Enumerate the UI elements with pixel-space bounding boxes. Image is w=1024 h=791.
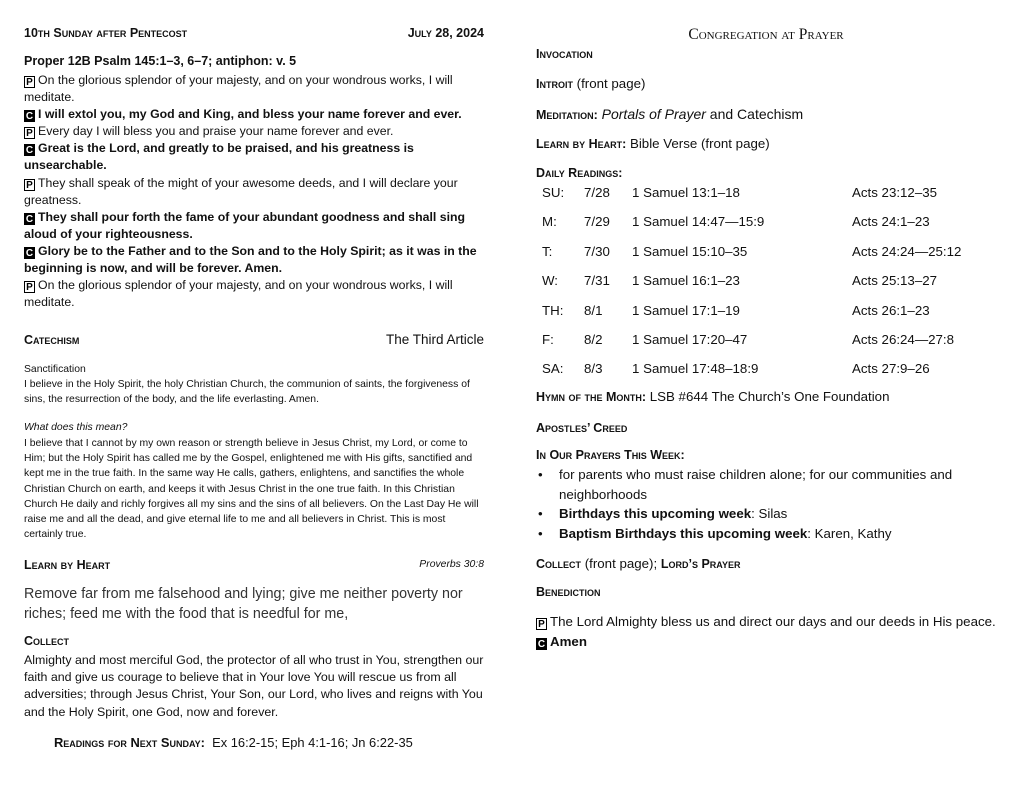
bulletin-header — [24, 26, 484, 44]
memory-verse: Remove far from me falsehood and lying; give me neither poverty nor riches; feed me with the food that is needful for me, — [24, 586, 463, 622]
catechism-heading: Catechism — [24, 333, 80, 347]
psalm-line: C Glory be to the Father and to the Son and to the Holy Spirit; as it was in the beginning is now, and will be forever. Amen. — [24, 243, 477, 276]
congregation-badge: C — [537, 638, 546, 650]
verse-reference: Proverbs 30:8 — [419, 559, 484, 570]
pastor-badge: P — [24, 179, 35, 191]
benediction — [536, 612, 996, 651]
psalm-line: C Great is the Lord, and greatly to be praised, and his greatness is unsearchable. — [24, 141, 414, 173]
congregation-badge: C — [25, 145, 34, 157]
meditation: Meditation: Portals of Prayer and Catechism — [536, 106, 804, 122]
pastor-badge: P — [24, 281, 35, 293]
next-sunday-readings: Readings for Next Sunday: Ex 16:2-15; Eph 4:1-16; Jn 6:22-35 — [54, 735, 413, 750]
meaning-heading: What does this mean? — [24, 422, 128, 433]
sanctification-heading: Sanctification — [24, 364, 86, 375]
invocation: Invocation — [536, 47, 593, 61]
daily-readings-heading: Daily Readings: — [536, 166, 623, 180]
next-sunday-list: Ex 16:2-15; Eph 4:1-16; Jn 6:22-35 — [212, 735, 413, 750]
table-row: W: 7/31 1 Samuel 16:1–23 Acts 25:13–27 — [542, 273, 938, 289]
psalm-responsive — [24, 72, 492, 311]
apostles-creed: Apostles’ Creed — [536, 421, 628, 435]
list-item: • for parents who must raise children alone; for our communities and neighborhoods — [538, 467, 953, 502]
congregation-badge: C — [25, 111, 34, 123]
benediction-amen: C Amen — [537, 633, 587, 650]
table-row: TH: 8/1 1 Samuel 17:1–19 Acts 26:1–23 — [542, 302, 930, 318]
collect-line: Collect (front page); Lord’s Prayer — [536, 556, 741, 571]
bullet-icon: • — [538, 467, 543, 482]
prayer-list — [536, 465, 996, 543]
psalm-line: P They shall speak of the might of your awesome deeds, and I will declare your greatness. — [24, 175, 458, 207]
meditation-book: Portals of Prayer — [601, 106, 706, 122]
collect-heading: Collect — [24, 634, 70, 648]
table-row: M: 7/29 1 Samuel 14:47—15:9 Acts 24:1–23 — [542, 214, 930, 230]
psalm-line: C I will extol you, my God and King, and bless your name forever and ever. — [25, 107, 462, 123]
psalm-title: Proper 12B Psalm 145:1–3, 6–7; antiphon: v. 5 — [24, 54, 297, 68]
benediction-heading: Benediction — [536, 585, 601, 599]
congregation-badge: C — [25, 213, 34, 225]
psalm-line: P Every day I will bless you and praise your name forever and ever. — [24, 123, 492, 140]
bullet-icon: • — [538, 506, 543, 522]
table-row: F: 8/2 1 Samuel 17:20–47 Acts 26:24—27:8 — [542, 331, 955, 347]
table-row: T: 7/30 1 Samuel 15:10–35 Acts 24:24—25:12 — [542, 243, 962, 259]
sanctification-text: I believe in the Holy Spirit, the holy Christian Church, the communion of saints, the forgiveness of sins, the resurrection of the body, and the life everlasting. Amen. — [24, 379, 470, 406]
pastor-badge: P — [24, 127, 35, 139]
catechism-article: The Third Article — [385, 332, 484, 347]
pastor-badge: P — [24, 76, 35, 88]
psalm-line: C They shall pour forth the fame of your abundant goodness and shall sing aloud of your righteousness. — [24, 209, 466, 241]
list-item: • Baptism Birthdays this upcoming week: Karen, Kathy — [536, 524, 996, 544]
table-row: SU: 7/28 1 Samuel 13:1–18 Acts 23:12–35 — [542, 185, 938, 200]
pastor-badge: P — [536, 618, 547, 630]
benediction-pastor: P The Lord Almighty bless us and direct our days and our deeds in His peace. — [536, 612, 996, 632]
list-item: • Birthdays this upcoming week: Silas — [536, 504, 996, 524]
catechism-header — [24, 332, 484, 350]
psalm-line: P On the glorious splendor of your majesty, and on your wondrous works, I will meditate. — [24, 73, 453, 105]
collect-text: Almighty and most merciful God, the protector of all who trust in You, strengthen our faith and give us courage to believe that in Your love You will rescue us from all adversities; through Jesus Christ, Your Son, our Lord, who lives and reigns with You and the Holy Spirit, one God, now and forever. — [24, 653, 484, 719]
meaning-text: I believe that I cannot by my own reason or strength believe in Jesus Christ, my Lord, or come to Him; but the Holy Spirit has called me by the Gospel, enlightened me with His gifts, sanctified and kept me in the true faith. In the same way He calls, gathers, enlightens, and sanctifies the whole Christian Church on earth, and keeps it with Jesus Christ in the one true faith. In this Christian Church He daily and richly forgives all my sins and the sins of all believers. On the Last Day He will raise me and all the dead, and give eternal life to me and all believers in Christ. This is most certainly true. — [24, 438, 479, 541]
learn-by-heart-header — [24, 558, 484, 574]
hymn-of-the-month: Hymn of the Month: LSB #644 The Church’s One Foundation — [536, 389, 890, 404]
prayers-heading: In Our Prayers This Week: — [536, 448, 685, 462]
sunday-title: 10th Sunday after Pentecost — [24, 26, 188, 40]
sunday-date: July 28, 2024 — [407, 26, 484, 40]
congregation-badge: C — [25, 247, 34, 259]
bullet-icon: • — [538, 525, 543, 541]
next-sunday-label: Readings for Next Sunday — [54, 735, 201, 750]
psalm-line: P On the glorious splendor of your majesty, and on your wondrous works, I will meditate. — [24, 278, 453, 310]
learn-by-heart-heading: Learn by Heart — [24, 558, 111, 572]
table-row: SA: 8/3 1 Samuel 17:48–18:9 Acts 27:9–26 — [542, 361, 930, 377]
introit: Introit (front page) — [536, 76, 646, 91]
learn-by-heart-line: Learn by Heart: Bible Verse (front page) — [536, 136, 770, 151]
daily-readings-table — [542, 181, 982, 387]
congregation-title: Congregation at Prayer — [688, 26, 844, 43]
